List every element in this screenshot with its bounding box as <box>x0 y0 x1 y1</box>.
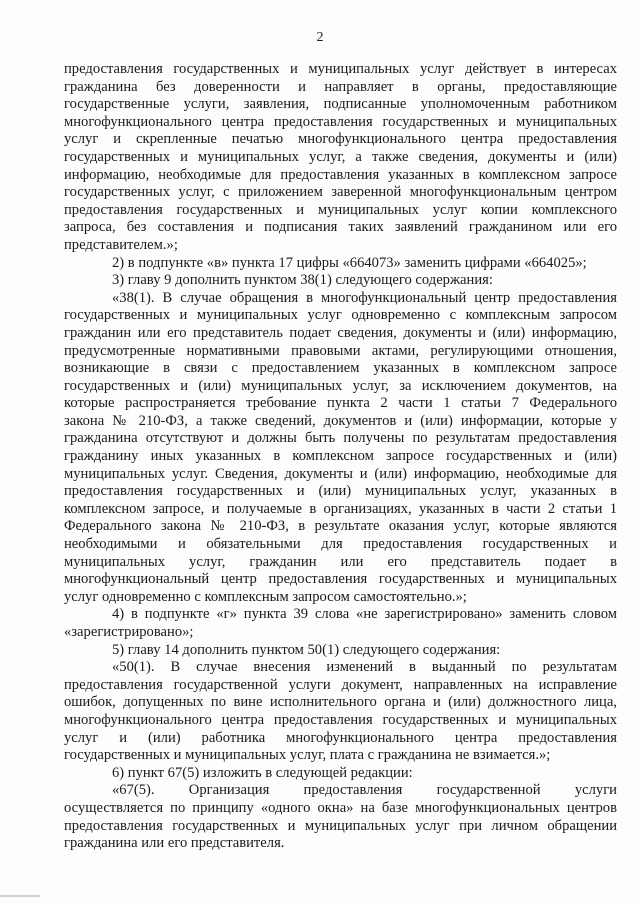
text-line: гражданина отсутствуют и должны быть получены по результатам предоставления <box>64 430 617 447</box>
text-line: предоставления государственных и муниципальных услуг копии комплексного <box>64 201 617 218</box>
text-line: 2) в подпункте «в» пункта 17 цифры «664073» заменить цифрами «664025»; <box>112 254 587 271</box>
text-line: государственных услуг, с приложением заверенной многофункциональным центром <box>64 184 617 201</box>
text-line: 5) главу 14 дополнить пунктом 50(1) следующего содержания: <box>112 641 501 658</box>
text-line: «50(1). В случае внесения изменений в выданный по результатам <box>112 659 617 676</box>
text-line: многофункционального центра предоставления государственных и муниципальных <box>64 711 617 728</box>
text-line: предоставления государственной услуги документ, направленных на исправление <box>64 676 617 693</box>
text-line: государственные услуги, заявления, подписанные уполномоченным работником <box>64 96 617 113</box>
text-line: 6) пункт 67(5) изложить в следующей редакции: <box>112 764 413 781</box>
text-line: Федерального закона № 210-ФЗ, в результате оказания услуг, которые являются <box>64 518 617 535</box>
text-line: муниципальных услуг. Сведения, документы и (или) информацию, необходимые для <box>64 465 617 482</box>
text-line: гражданина или его представителя. <box>64 835 285 852</box>
document-body <box>64 61 617 853</box>
page-number: 2 <box>316 30 324 45</box>
text-line: гражданину иных указанных в комплексном запросе государственных и (или) <box>64 448 617 465</box>
text-line: предусмотренные нормативными правовыми актами, регулирующими отношения, <box>64 342 617 359</box>
text-line: муниципальных услуг, гражданин или его представитель подает в <box>64 553 617 570</box>
text-line: закона № 210-ФЗ, а также сведений, документов и (или) информации, которые у <box>64 412 617 429</box>
text-line: 3) главу 9 дополнить пунктом 38(1) следующего содержания: <box>112 272 493 289</box>
text-line: представителем.»; <box>64 236 178 253</box>
scan-edge-mark <box>0 895 40 897</box>
text-line: государственных и (или) муниципальных услуг, за исключением документов, на <box>64 377 617 394</box>
text-line: предоставления государственных и (или) муниципальных услуг, указанных в <box>64 483 617 500</box>
text-line: комплексном запросе, и получаемые в организациях, указанных в части 2 статьи 1 <box>64 500 617 517</box>
text-line: которые распространяется требование пункта 2 части 1 статьи 7 Федерального <box>64 395 617 412</box>
text-line: возникающие в связи с предоставлением указанных в комплексном запросе <box>64 360 617 377</box>
text-line: необходимыми и обязательными для предоставления государственных и <box>64 536 617 553</box>
text-line: предоставления государственных и муниципальных услуг при личном обращении <box>64 817 617 834</box>
text-line: предоставления государственных и муниципальных услуг действует в интересах <box>64 61 617 77</box>
text-line: запроса, без составления и подписания таких заявлений гражданином или его <box>64 219 617 236</box>
text-line: ошибок, допущенных по вине исполнительного органа и (или) должностного лица, <box>64 694 617 711</box>
text-line: «38(1). В случае обращения в многофункциональный центр предоставления <box>112 289 617 306</box>
text-line: «зарегистрировано»; <box>64 624 194 640</box>
text-line: услуг и (или) работника многофункционального центра предоставления <box>64 729 617 746</box>
text-line: 4) в подпункте «г» пункта 39 слова «не зарегистрировано» заменить словом <box>112 606 617 623</box>
text-line: гражданин или его представитель подает сведения, документы и (или) информацию, <box>64 324 617 341</box>
text-line: государственных и муниципальных услуг одновременно с комплексным запросом <box>64 307 617 324</box>
text-line: многофункционального центра предоставления государственных и муниципальных <box>64 113 617 130</box>
text-line: многофункциональный центр предоставления государственных и муниципальных <box>64 571 617 588</box>
text-line: государственных и муниципальных услуг, а также сведения, документы и (или) <box>64 148 617 165</box>
text-line: государственных и муниципальных услуг, плата с гражданина не взимается.»; <box>64 747 551 764</box>
text-line: «67(5). Организация предоставления государственной услуги <box>112 782 617 799</box>
text-line: осуществляется по принципу «одного окна» на базе многофункциональных центров <box>64 799 617 816</box>
text-line: гражданина без доверенности и направляет в органы, предоставляющие <box>64 78 617 95</box>
text-line: информацию, необходимые для предоставления указанных в комплексном запросе <box>64 166 617 183</box>
text-line: услуг и скрепленные печатью многофункционального центра предоставления <box>64 131 617 148</box>
text-line: услуг одновременно с комплексным запросом самостоятельно.»; <box>64 588 467 605</box>
